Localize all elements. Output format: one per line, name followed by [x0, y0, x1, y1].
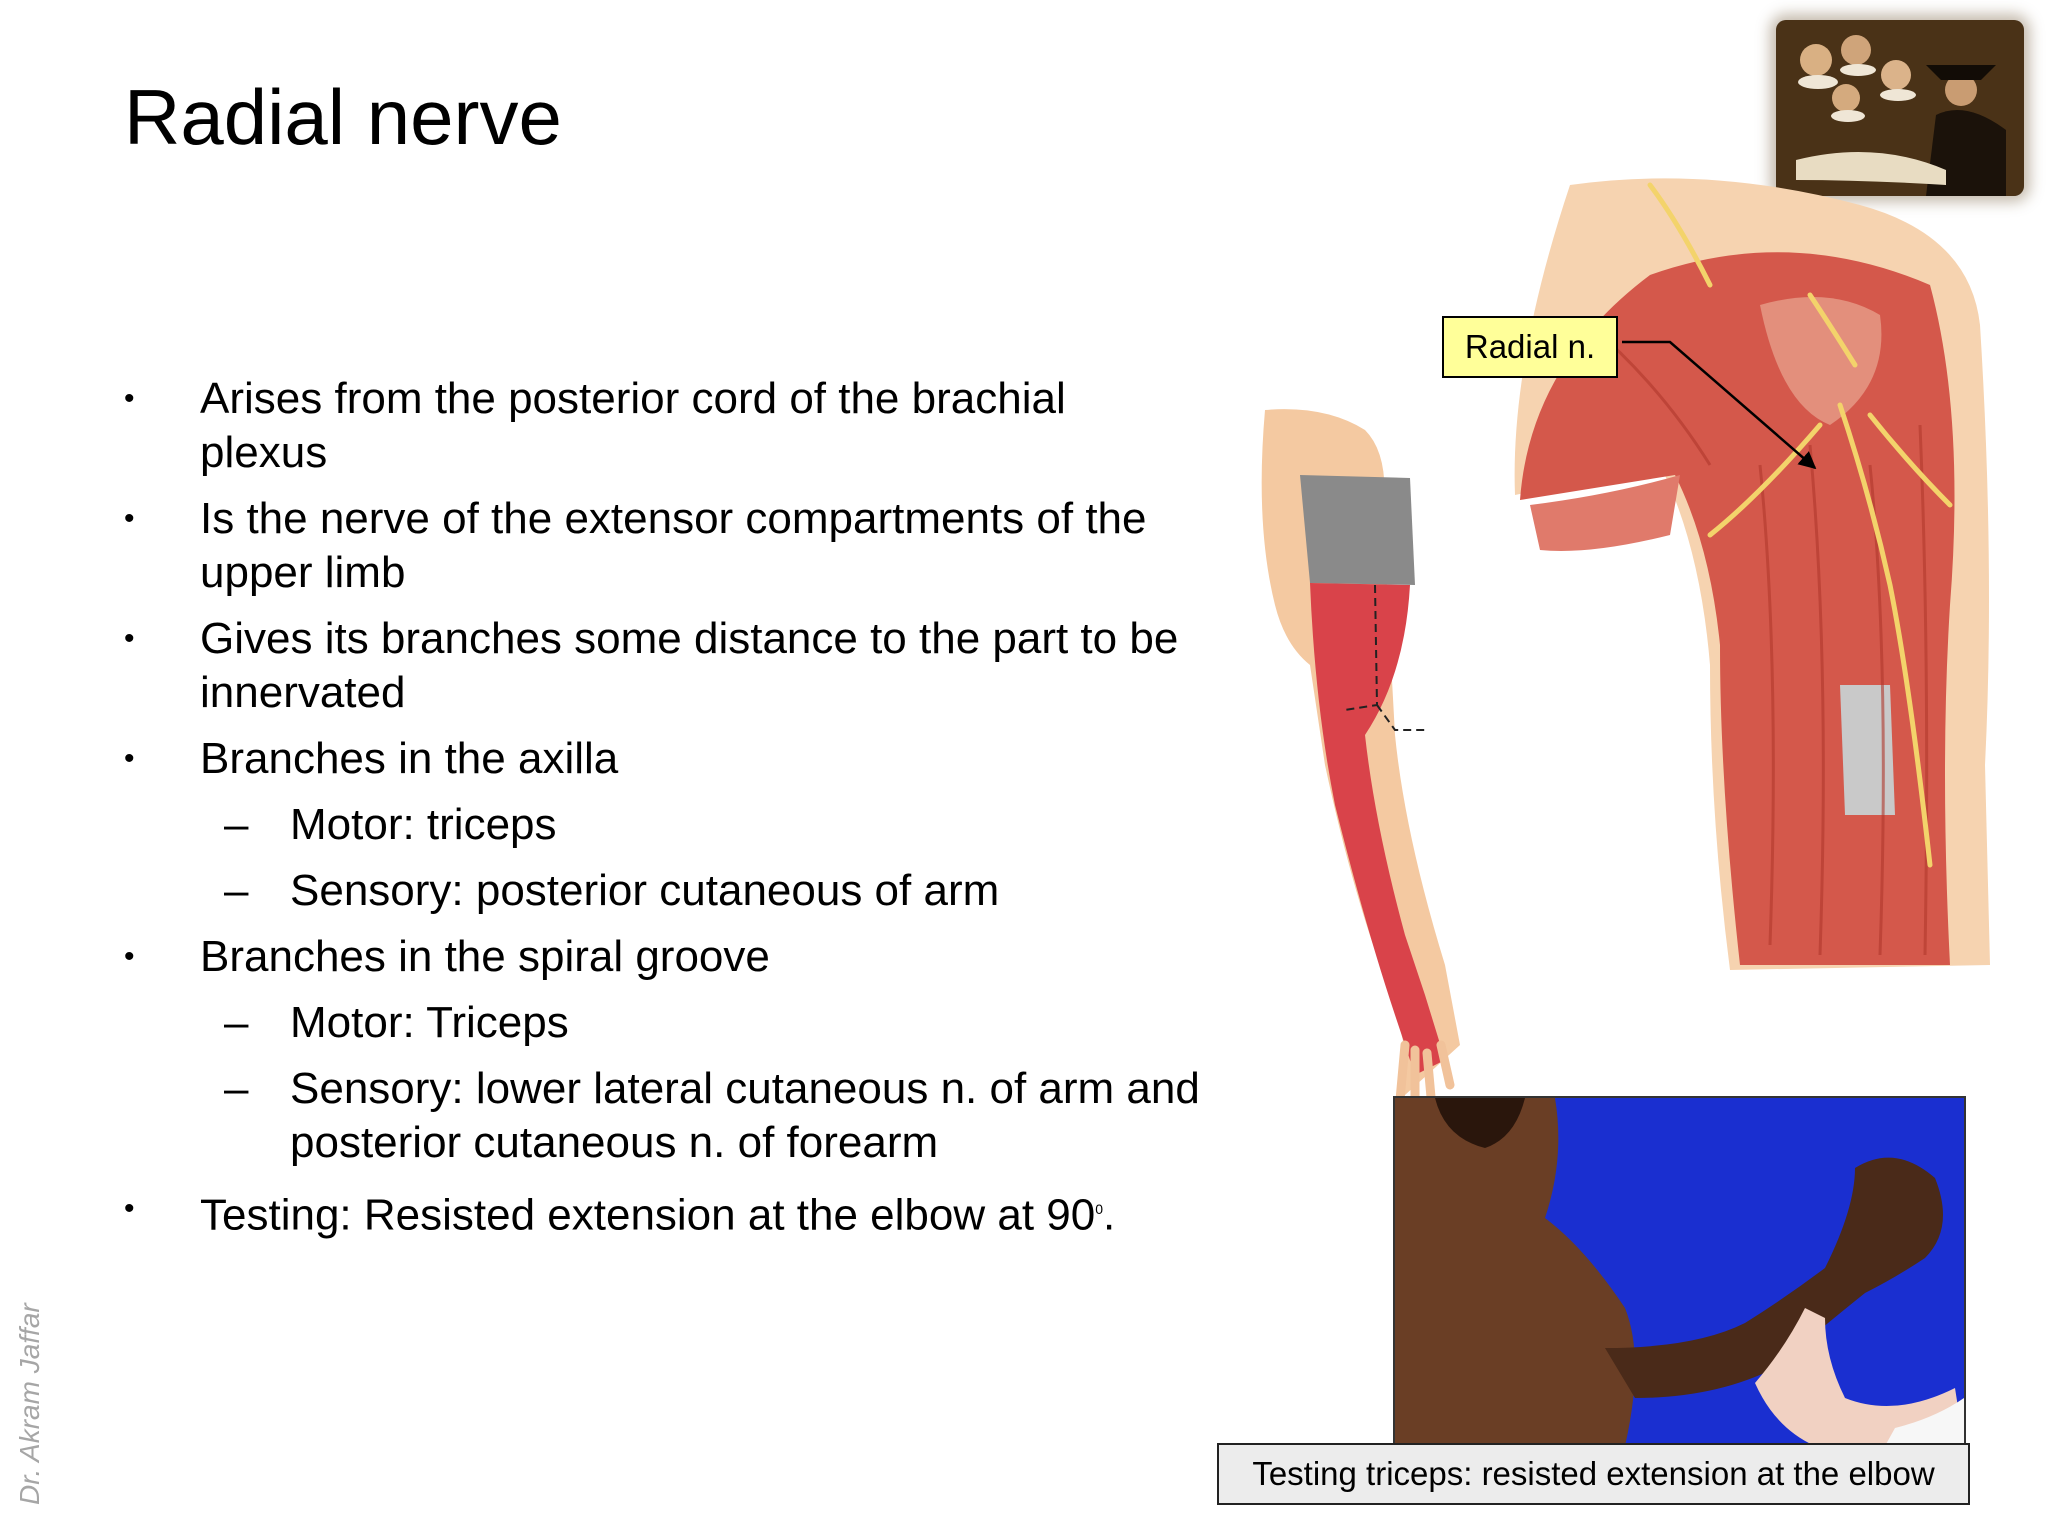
bullet-item: [124, 492, 1204, 600]
bullet-mark: •: [124, 502, 135, 535]
shoulder-dissection-illustration: [1510, 165, 1995, 975]
arm-dermatome-illustration: [1255, 405, 1525, 1105]
author-watermark: Dr. Akram Jaffar: [14, 1303, 45, 1505]
bullet-mark: •: [124, 1192, 135, 1225]
triceps-testing-photo: [1393, 1096, 1966, 1448]
dash-mark: –: [224, 1064, 249, 1113]
bullet-mark: •: [124, 742, 135, 775]
photo-caption: Testing triceps: resisted extension at the elbow: [1217, 1443, 1970, 1505]
bullet-mark: •: [124, 382, 135, 415]
bullet-text: Branches in the axilla: [200, 734, 619, 783]
sub-bullet-item: [124, 864, 1204, 918]
bullet-text: Gives its branches some distance to the part to be innervated: [200, 614, 1179, 717]
bullet-text: Branches in the spiral groove: [200, 932, 770, 981]
bullet-suffix: .: [1103, 1190, 1116, 1240]
bullet-item: [124, 930, 1204, 984]
dash-mark: –: [224, 866, 249, 915]
dash-mark: –: [224, 998, 249, 1047]
slide-title: Radial nerve: [124, 73, 562, 161]
sub-bullet-text: Sensory: lower lateral cutaneous n. of arm and posterior cutaneous n. of forearm: [290, 1064, 1200, 1167]
sub-bullet-item: [124, 1062, 1204, 1170]
bullet-mark: •: [124, 940, 135, 973]
sub-bullet-text: Motor: triceps: [290, 800, 557, 849]
sub-bullet-text: Sensory: posterior cutaneous of arm: [290, 866, 1000, 915]
bullet-text: Arises from the posterior cord of the brachial plexus: [200, 374, 1066, 477]
bullet-mark: •: [124, 622, 135, 655]
bullet-item: [124, 612, 1204, 720]
sub-bullet-item: [124, 798, 1204, 852]
bullet-item: [124, 1182, 1204, 1243]
bullet-item: [124, 732, 1204, 786]
radial-nerve-label: Radial n.: [1442, 316, 1618, 378]
sub-bullet-item: [124, 996, 1204, 1050]
bullet-text: Testing: Resisted extension at the elbow at 90: [200, 1190, 1096, 1240]
bullet-text: Is the nerve of the extensor compartments of the upper limb: [200, 494, 1147, 597]
bullet-list: [124, 372, 1204, 1255]
dash-mark: –: [224, 800, 249, 849]
degree-superscript: 0: [1095, 1201, 1104, 1217]
bullet-item: [124, 372, 1204, 480]
sub-bullet-text: Motor: Triceps: [290, 998, 569, 1047]
label-pointer-arrow: [1620, 330, 1840, 480]
